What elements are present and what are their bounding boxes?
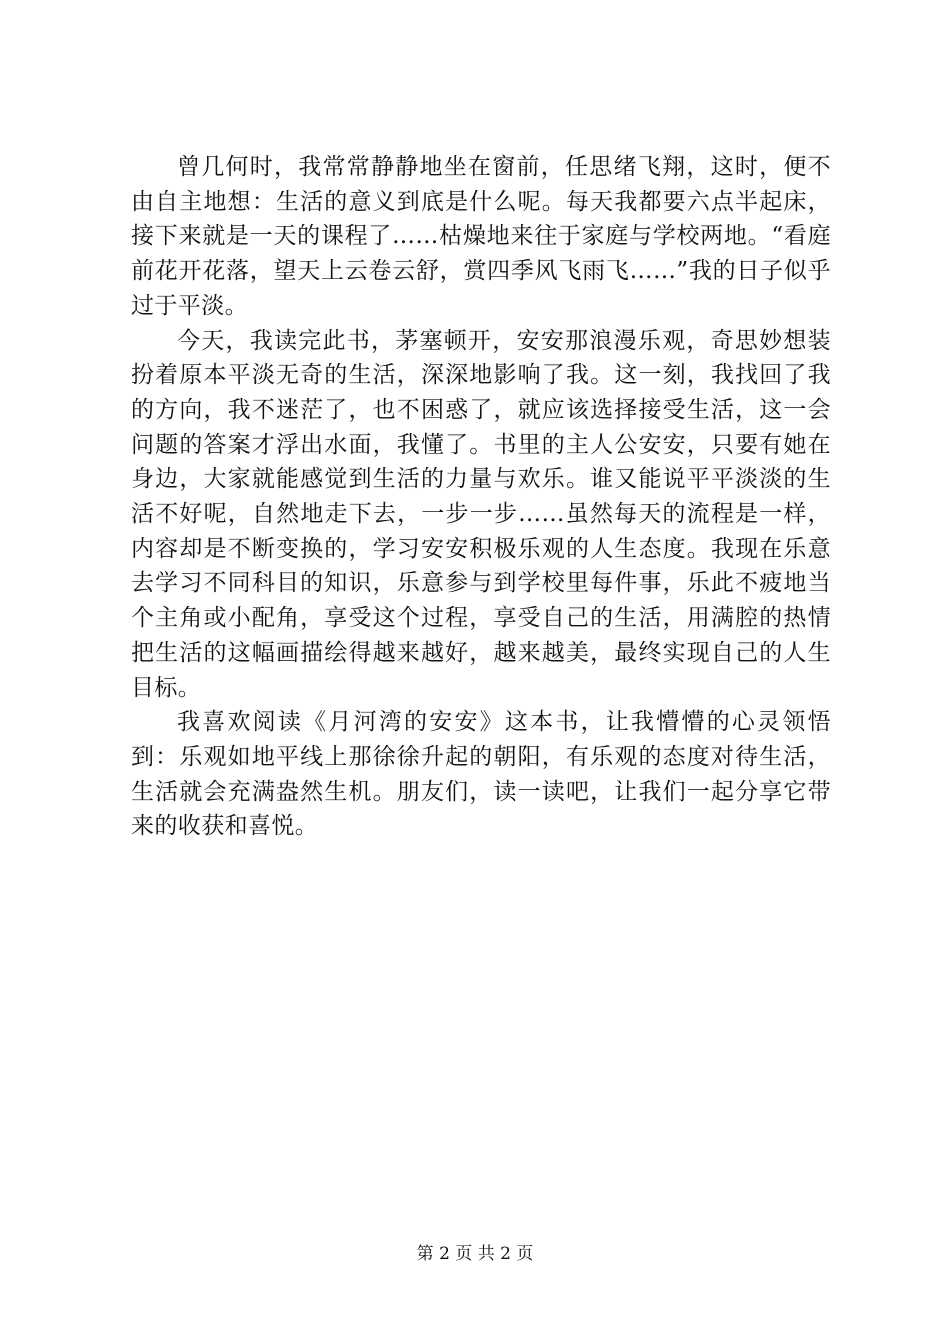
paragraph-2: 今天，我读完此书，茅塞顿开，安安那浪漫乐观，奇思妙想装扮着原本平淡无奇的生活，深深地影响了我。这一刻，我找回了我的方向，我不迷茫了，也不困惑了，就应该选择接受生活，这一会问题的答案才浮出水面，我懂了。书里的主人公安安，只要有她在身边，大家就能感觉到生活的力量与欢乐。谁又能说平平淡淡的生活不好呢，自然地走下去，一步一步……虽然每天的流程是一样，内容却是不断变换的，学习安安积极乐观的人生态度。我现在乐意去学习不同科目的知识，乐意参与到学校里每件事，乐此不疲地当个主角或小配角，享受这个过程，享受自己的生活，用满腔的热情把生活的这幅画描绘得越来越好，越来越美，最终实现自己的人生目标。 [131, 327, 831, 701]
page-number-footer: 第 2 页 共 2 页 [416, 1244, 534, 1264]
paragraph-1: 曾几何时，我常常静静地坐在窗前，任思绪飞翔，这时，便不由自主地想：生活的意义到底是什么呢。每天我都要六点半起床，接下来就是一天的课程了……枯燥地来往于家庭与学校两地。“看庭前花开花落，望天上云卷云舒，赏四季风飞雨飞……”我的日子似乎过于平淡。 [131, 154, 831, 319]
article-body [131, 150, 831, 844]
paragraph-3: 我喜欢阅读《月河湾的安安》这本书，让我懵懵的心灵领悟到：乐观如地平线上那徐徐升起的朝阳，有乐观的态度对待生活，生活就会充满盎然生机。朋友们，读一读吧，让我们一起分享它带来的收获和喜悦。 [131, 709, 831, 840]
